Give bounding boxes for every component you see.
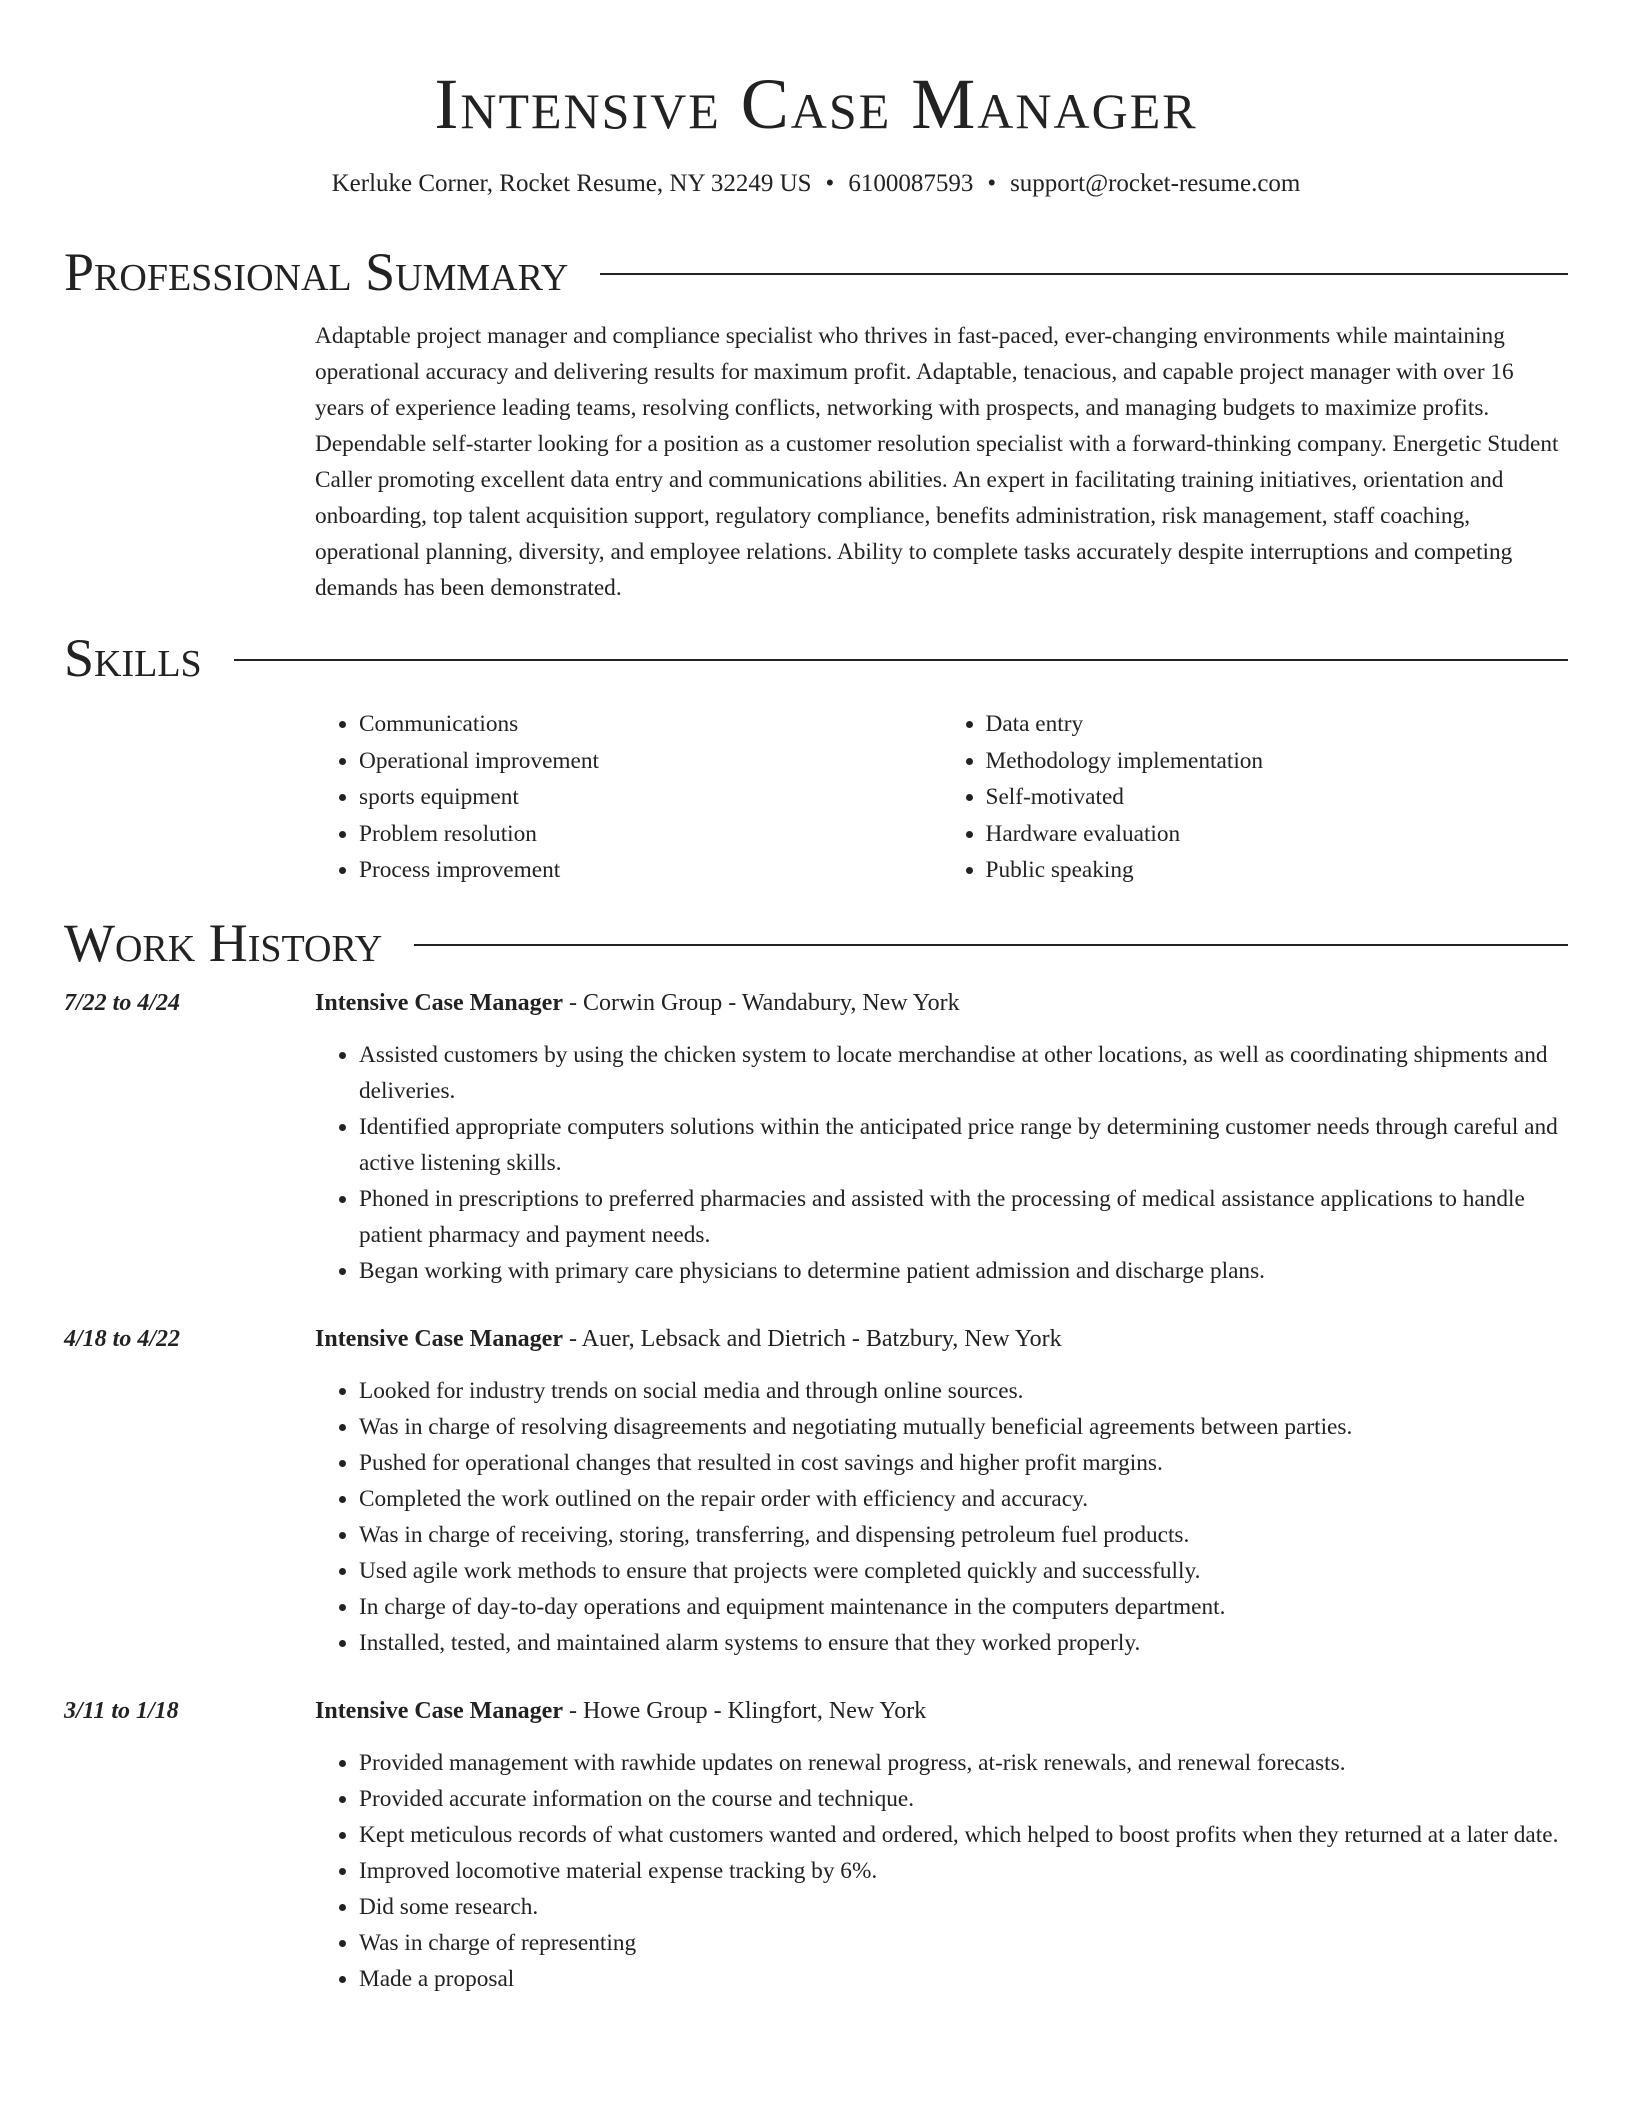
job-bullet: • Improved locomotive material expense tracking by 6%. — [359, 1853, 1568, 1889]
job-bullet: • Did some research. — [359, 1889, 1568, 1925]
job-bullet: • Began working with primary care physicians to determine patient admission and discharge plans. — [359, 1253, 1568, 1289]
skill-item: • Communications — [359, 706, 942, 743]
skill-item: • Hardware evaluation — [986, 816, 1569, 853]
work-section-header — [64, 911, 1568, 975]
section-divider — [234, 659, 1568, 661]
skill-item: • Operational improvement — [359, 743, 942, 780]
job-bullet: • Used agile work methods to ensure that projects were completed quickly and successfully. — [359, 1553, 1568, 1589]
job-bullet: • Pushed for operational changes that resulted in cost savings and higher profit margins. — [359, 1445, 1568, 1481]
summary-text: Adaptable project manager and compliance specialist who thrives in fast-paced, ever-changing environments while maintaining operational accuracy and delivering results for maximum profit. Adaptable, tenacious, and capable project manager with over 16 years of experience leading teams, resolving conflicts, networking with prospects, and managing budgets to maximize profits. Dependable self-starter looking for a position as a customer resolution specialist with a forward-thinking company. Energetic Student Caller promoting excellent data entry and communications abilities. An expert in facilitating training initiatives, orientation and onboarding, top talent acquisition support, regulatory compliance, benefits administration, risk management, staff coaching, operational planning, diversity, and employee relations. Ability to complete tasks accurately despite interruptions and competing demands has been demonstrated. — [315, 323, 1559, 601]
job-bullets — [315, 1373, 1568, 1661]
job-bullet: • Was in charge of representing — [359, 1925, 1568, 1961]
summary-section-title: Professional Summary — [64, 242, 569, 302]
contact-address: Kerluke Corner, Rocket Resume, NY 32249 US — [331, 170, 812, 197]
job-bullet: • Looked for industry trends on social media and through online sources. — [359, 1373, 1568, 1409]
job-bullet: • In charge of day-to-day operations and equipment maintenance in the computers department. — [359, 1589, 1568, 1625]
job-bullet: • Kept meticulous records of what customers wanted and ordered, which helped to boost profits when they returned at a later date. — [359, 1817, 1568, 1853]
job-bullet: • Installed, tested, and maintained alarm systems to ensure that they worked properly. — [359, 1625, 1568, 1661]
job-heading — [315, 1323, 1568, 1355]
skill-item: • Data entry — [986, 706, 1569, 743]
job-dates: 7/22 to 4/24 — [64, 989, 181, 1016]
job-title: Intensive Case Manager — [315, 1325, 563, 1352]
job-bullet: • Completed the work outlined on the repair order with efficiency and accuracy. — [359, 1481, 1568, 1517]
job-body — [315, 1323, 1568, 1661]
skills-list-left — [315, 706, 942, 889]
job-body — [315, 987, 1568, 1289]
section-divider — [414, 944, 1568, 946]
job-bullet: • Provided accurate information on the course and technique. — [359, 1781, 1568, 1817]
skills-list-right — [942, 706, 1569, 889]
job-title: Intensive Case Manager — [315, 989, 563, 1016]
work-section-title: Work History — [64, 912, 383, 973]
skill-item: • Process improvement — [359, 852, 942, 889]
job-body — [315, 1695, 1568, 1997]
section-divider — [600, 273, 1568, 275]
job-bullet: • Was in charge of resolving disagreements and negotiating mutually beneficial agreements between parties. — [359, 1409, 1568, 1445]
skills-grid — [315, 706, 1568, 889]
job-employer-location: - Howe Group - Klingfort, New York — [562, 1697, 927, 1724]
job-entry — [64, 987, 1568, 1289]
job-entry — [64, 1323, 1568, 1661]
contact-separator: • — [987, 170, 997, 197]
skill-item: • Methodology implementation — [986, 743, 1569, 780]
job-bullet: • Made a proposal — [359, 1961, 1568, 1997]
job-bullet: • Phoned in prescriptions to preferred pharmacies and assisted with the processing of medical assistance applications to handle patient pharmacy and payment needs. — [359, 1181, 1568, 1253]
job-employer-location: - Auer, Lebsack and Dietrich - Batzbury, New York — [562, 1325, 1062, 1352]
contact-line — [64, 168, 1568, 200]
job-heading — [315, 1695, 1568, 1727]
job-employer-location: - Corwin Group - Wandabury, New York — [562, 989, 960, 1016]
summary-section-header — [64, 240, 1568, 304]
job-title: Intensive Case Manager — [315, 1697, 563, 1724]
job-bullets — [315, 1037, 1568, 1289]
resume-name: Intensive Case Manager — [434, 64, 1198, 144]
skill-item: • Self-motivated — [986, 779, 1569, 816]
job-bullet: • Assisted customers by using the chicken system to locate merchandise at other locations, as well as coordinating shipments and deliveries. — [359, 1037, 1568, 1109]
job-bullet: • Was in charge of receiving, storing, transferring, and dispensing petroleum fuel products. — [359, 1517, 1568, 1553]
skill-item: • Public speaking — [986, 852, 1569, 889]
job-bullet: • Identified appropriate computers solutions within the anticipated price range by determining customer needs through careful and active listening skills. — [359, 1109, 1568, 1181]
job-heading — [315, 987, 1568, 1019]
job-entry — [64, 1695, 1568, 1997]
job-dates: 4/18 to 4/22 — [64, 1325, 181, 1352]
contact-email: support@rocket-resume.com — [1010, 170, 1301, 197]
skills-section-header — [64, 626, 1568, 690]
job-bullets — [315, 1745, 1568, 1997]
contact-separator: • — [825, 170, 835, 197]
contact-phone: 6100087593 — [848, 170, 974, 197]
skill-item: • Problem resolution — [359, 816, 942, 853]
job-dates: 3/11 to 1/18 — [64, 1697, 179, 1724]
job-bullet: • Provided management with rawhide updates on renewal progress, at-risk renewals, and renewal forecasts. — [359, 1745, 1568, 1781]
skills-section-title: Skills — [64, 628, 202, 688]
skill-item: • sports equipment — [359, 779, 942, 816]
